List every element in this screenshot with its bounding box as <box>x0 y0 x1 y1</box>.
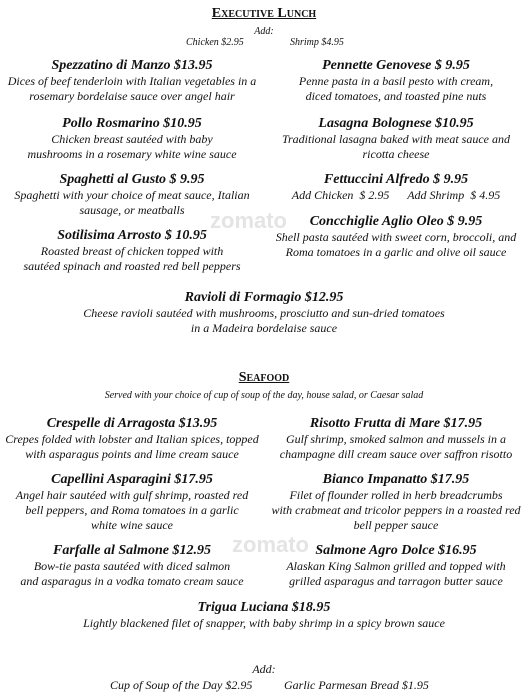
dish-description: Spaghetti with your choice of meat sauce, Italian <box>14 188 250 202</box>
dish-name: Spaghetti al Gusto $ 9.95 <box>59 172 205 187</box>
dish-description: Filet of flounder rolled in herb breadcrumbs <box>289 488 503 502</box>
watermark: zomato <box>210 208 287 233</box>
dish-name: Salmone Agro Dolce $16.95 <box>315 543 477 558</box>
dish-name: Spezzatino di Manzo $13.95 <box>51 58 213 73</box>
dish-description: Shell pasta sautéed with sweet corn, broccoli, and <box>275 230 517 244</box>
dish-description: grilled asparagus and tarragon butter sauce <box>289 574 503 588</box>
dish-name: Risotto Frutta di Mare $17.95 <box>309 416 483 431</box>
dish-description: Crepes folded with lobster and Italian spices, topped <box>5 432 259 446</box>
section-title-executive-lunch: Executive Lunch <box>211 6 317 21</box>
dish-name: Fettuccini Alfredo $ 9.95 <box>323 172 469 187</box>
dish-description: Add Chicken $ 2.95 Add Shrimp $ 4.95 <box>291 188 501 202</box>
dish-description: white wine sauce <box>91 518 173 532</box>
dish-item <box>264 172 528 203</box>
dish-description: sautéed spinach and roasted red bell peppers <box>23 259 241 273</box>
lunch-add-label: Add: <box>254 26 274 37</box>
dish-item <box>0 290 528 336</box>
dish-description: Roma tomatoes in a garlic and olive oil sauce <box>285 245 507 259</box>
dish-description: with asparagus points and lime cream sauce <box>25 447 239 461</box>
dish-description: Cheese ravioli sautéed with mushrooms, prosciutto and sun-dried tomatoes <box>83 306 445 320</box>
dish-name: Bianco Impanatto $17.95 <box>322 472 470 487</box>
dish-description: Lightly blackened filet of snapper, with baby shrimp in a spicy brown sauce <box>83 616 445 630</box>
dish-description: ricotta cheese <box>362 147 430 161</box>
footer-bread: Garlic Parmesan Bread $1.95 <box>284 678 429 692</box>
dish-name: Pollo Rosmarino $10.95 <box>62 116 202 131</box>
section-title-seafood: Seafood <box>238 370 290 385</box>
dish-item <box>0 543 264 589</box>
dish-item <box>264 116 528 162</box>
dish-description: Angel hair sautéed with gulf shrimp, roasted red <box>15 488 249 502</box>
dish-description: Alaskan King Salmon grilled and topped with <box>286 559 506 573</box>
footer-add-label: Add: <box>252 662 276 676</box>
dish-description: Gulf shrimp, smoked salmon and mussels in a <box>285 432 506 446</box>
dish-item <box>264 214 528 260</box>
dish-description: diced tomatoes, and toasted pine nuts <box>305 89 487 103</box>
seafood-subtitle: Served with your choice of cup of soup of the day, house salad, or Caesar salad <box>104 390 424 401</box>
dish-name: Trigua Luciana $18.95 <box>197 600 331 615</box>
dish-name: Crespelle di Arragosta $13.95 <box>46 416 218 431</box>
dish-name: Concchiglie Aglio Oleo $ 9.95 <box>309 214 483 229</box>
dish-description: Chicken breast sautéed with baby <box>51 132 213 146</box>
dish-description: with crabmeat and tricolor peppers in a roasted red <box>271 503 521 517</box>
dish-description: Roasted breast of chicken topped with <box>40 244 224 258</box>
dish-item <box>0 600 528 631</box>
dish-description: Penne pasta in a basil pesto with cream, <box>298 74 494 88</box>
dish-description: Traditional lasagna baked with meat sauce and <box>282 132 510 146</box>
dish-description: and asparagus in a vodka tomato cream sauce <box>20 574 244 588</box>
dish-item <box>264 416 528 462</box>
dish-item <box>264 472 528 533</box>
dish-description: mushrooms in a rosemary white wine sauce <box>27 147 237 161</box>
dish-description: bell pepper sauce <box>353 518 439 532</box>
dish-description: sausage, or meatballs <box>79 203 185 217</box>
dish-description: in a Madeira bordelaise sauce <box>190 321 338 335</box>
dish-name: Ravioli di Formagio $12.95 <box>184 290 344 305</box>
lunch-add-shrimp: Shrimp $4.95 <box>290 37 344 48</box>
dish-item <box>0 58 264 104</box>
dish-name: Pennette Genovese $ 9.95 <box>322 58 470 73</box>
dish-item <box>0 416 264 462</box>
watermark: zomato <box>232 532 309 557</box>
dish-name: Lasagna Bolognese $10.95 <box>318 116 474 131</box>
dish-description: Bow-tie pasta sautéed with diced salmon <box>33 559 231 573</box>
dish-name: Farfalle al Salmone $12.95 <box>53 543 211 558</box>
dish-description: bell peppers, and Roma tomatoes in a garlic <box>25 503 239 517</box>
dish-name: Sotilisima Arrosto $ 10.95 <box>57 228 207 243</box>
dish-item <box>0 228 264 274</box>
lunch-add-chicken: Chicken $2.95 <box>186 37 244 48</box>
dish-name: Capellini Asparagini $17.95 <box>51 472 213 487</box>
dish-item <box>0 116 264 162</box>
dish-description: Dices of beef tenderloin with Italian vegetables in a <box>7 74 257 88</box>
dish-description: champagne dill cream sauce over saffron risotto <box>279 447 513 461</box>
dish-item <box>264 58 528 104</box>
footer-soup: Cup of Soup of the Day $2.95 <box>110 678 253 692</box>
dish-item <box>0 472 264 533</box>
dish-description: rosemary bordelaise sauce over angel hair <box>29 89 235 103</box>
